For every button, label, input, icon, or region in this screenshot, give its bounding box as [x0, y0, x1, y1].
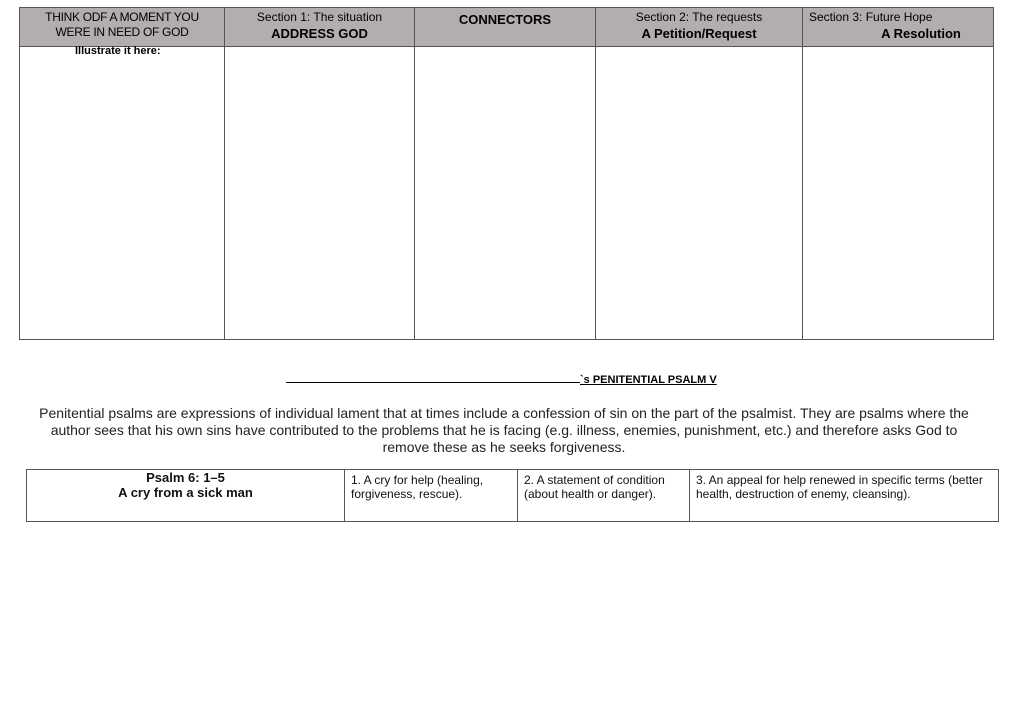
- header-think-of-moment: [20, 8, 225, 47]
- answer-cell-address-god[interactable]: [225, 47, 415, 340]
- section2-heading: A Petition/Request: [641, 26, 757, 41]
- section3-label: Section 3: Future Hope: [809, 10, 933, 24]
- section1-label: Section 1: The situation: [256, 10, 383, 24]
- worksheet-answer-row: [20, 47, 994, 340]
- psalm-row: [27, 470, 999, 522]
- header-think-line2: WERE IN NEED OF GOD: [55, 25, 189, 39]
- answer-cell-petition[interactable]: [596, 47, 803, 340]
- psalm-subtitle: A cry from a sick man: [118, 485, 253, 500]
- worksheet-header-row: [20, 8, 994, 47]
- section1-heading: ADDRESS GOD: [271, 26, 368, 41]
- connectors-heading: CONNECTORS: [458, 12, 552, 27]
- answer-cell-resolution[interactable]: [803, 47, 994, 340]
- name-blank-line[interactable]: [286, 371, 580, 383]
- psalm-reference-cell: [27, 470, 345, 522]
- title-text: `s PENITENTIAL PSALM V: [580, 374, 717, 386]
- reflection-worksheet-table: [19, 7, 994, 340]
- psalm-point-1: 1. A cry for help (healing, forgiveness, rescue).: [345, 470, 518, 522]
- header-think-line1: THINK ODF A MOMENT YOU: [45, 10, 199, 24]
- header-connectors: [415, 8, 596, 47]
- page-title: [286, 371, 717, 386]
- psalm-structure-table: [26, 469, 999, 522]
- illustrate-label: Illustrate it here:: [75, 45, 161, 57]
- psalm-point-3: 3. An appeal for help renewed in specific terms (better health, destruction of enemy, cleansing).: [690, 470, 999, 522]
- answer-cell-connectors[interactable]: [415, 47, 596, 340]
- section2-label: Section 2: The requests: [635, 10, 763, 24]
- header-section2: [596, 8, 803, 47]
- answer-cell-illustration[interactable]: [20, 47, 225, 340]
- header-section3: [803, 8, 994, 47]
- psalm-reference: Psalm 6: 1–5: [146, 470, 225, 485]
- section3-heading: A Resolution: [881, 26, 961, 41]
- psalm-point-2: 2. A statement of condition (about health or danger).: [518, 470, 690, 522]
- intro-paragraph: Penitential psalms are expressions of individual lament that at times include a confession of sin on the part of the psalmist. They are psalms where the author sees that his own sins have contributed to the problems that he is facing (e.g. illness, enemies, punishment, etc.) and therefore asks God to remove these as he seeks forgiveness.: [39, 405, 969, 455]
- header-section1: [225, 8, 415, 47]
